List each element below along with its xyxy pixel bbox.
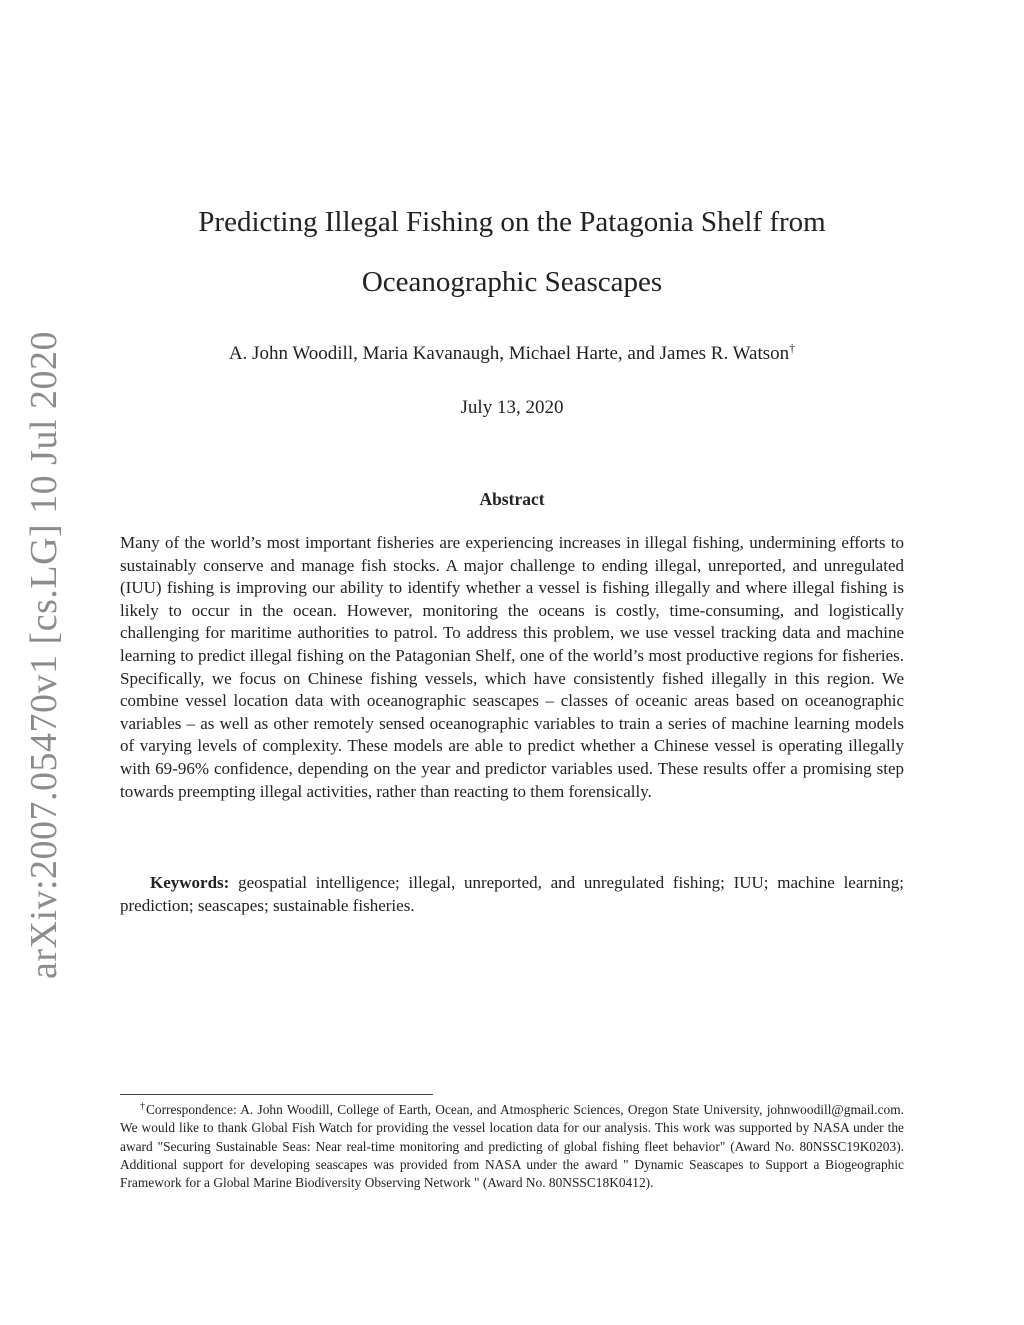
footnote-mark: †	[140, 1101, 146, 1112]
abstract-text: Many of the world’s most important fisheries are experiencing increases in illegal fishing, undermining efforts to sustainably conserve and manage fish stocks. A major challenge to ending illegal, unreported, and unregulated (IUU) fishing is improving our ability to identify whether a vessel is fishing illegally and where illegal fishing is likely to occur in the ocean. However, monitoring the oceans is costly, time-consuming, and logistically challenging for maritime authorities to patrol. To address this problem, we use vessel tracking data and machine learning to predict illegal fishing on the Patagonian Shelf, one of the world’s most productive regions for fisheries. Specifically, we focus on Chinese fishing vessels, which have consistently fished illegally in this region. We combine vessel location data with oceanographic seascapes – classes of oceanic areas based on oceanographic variables – as well as other remotely sensed oceanographic variables to train a series of machine learning models of varying levels of complexity. These models are able to predict whether a Chinese vessel is operating illegally with 69-96% confidence, depending on the year and predictor variables used. These results offer a promising step towards preempting illegal activities, rather than reacting to them forensically.	[120, 533, 904, 801]
keywords-paragraph	[120, 871, 904, 917]
keywords-label: Keywords:	[150, 873, 230, 892]
paper-title-line-1: Predicting Illegal Fishing on the Patagonia Shelf from	[198, 206, 826, 238]
author-footnote-mark: †	[789, 341, 796, 355]
footnote-divider	[120, 1094, 433, 1095]
correspondence-footnote	[120, 1098, 904, 1192]
keywords-text: geospatial intelligence; illegal, unreported, and unregulated fishing; IUU; machine learning; prediction; seascapes; sustainable fisheries.	[120, 873, 904, 915]
author-list	[0, 341, 1024, 365]
abstract-heading: Abstract	[479, 489, 545, 509]
footnote-text: Correspondence: A. John Woodill, College of Earth, Ocean, and Atmospheric Sciences, Oregon State University, johnwoodill@gmail.com. We would like to thank Global Fish Watch for providing the vessel location data for our analysis. This work was supported by NASA under the award "Securing Sustainable Seas: Near real-time monitoring and predicting of global fishing fleet behavior" (Award No. 80NSSC19K0203). Additional support for developing seascapes was provided from NASA under the award " Dynamic Seascapes to Support a Biogeographic Framework for a Global Marine Biodiversity Observing Network " (Award No. 80NSSC18K0412).	[120, 1102, 905, 1191]
paper-title-line-2: Oceanographic Seascapes	[361, 266, 663, 298]
author-names: A. John Woodill, Maria Kavanaugh, Michael Harte, and James R. Watson	[228, 343, 790, 364]
arxiv-identifier: arXiv:2007.05470v1 [cs.LG] 10 Jul 2020	[23, 330, 65, 980]
paper-date: July 13, 2020	[460, 397, 564, 418]
